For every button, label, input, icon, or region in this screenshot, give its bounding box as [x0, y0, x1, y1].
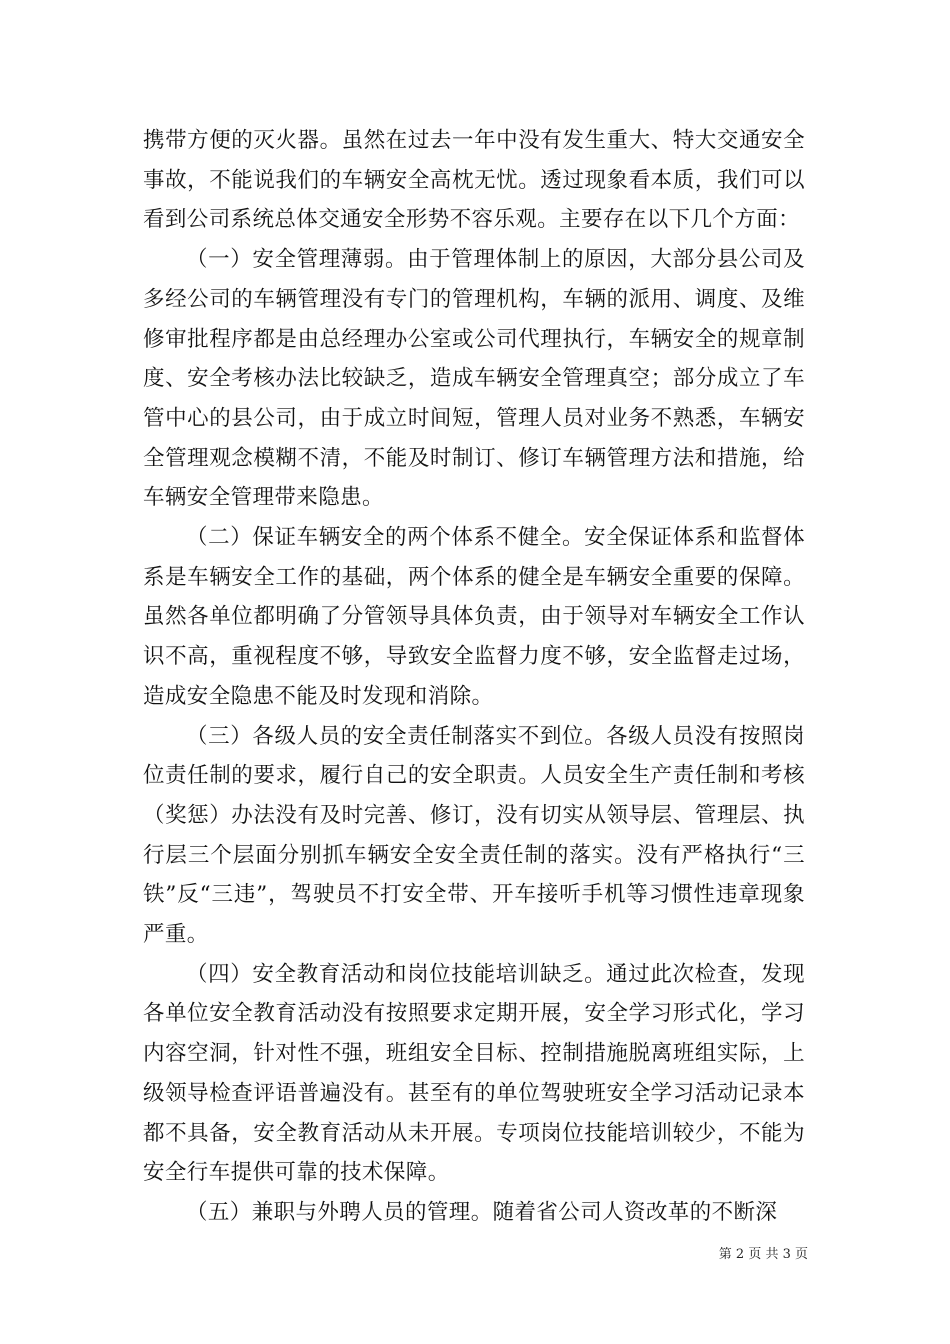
paragraph-section-3: （三）各级人员的安全责任制落实不到位。各级人员没有按照岗位责任制的要求，履行自己的安全职责。人员安全生产责任制和考核（奖惩）办法没有及时完善、修订，没有切实从领导层、管理层、执行层三个层面分别抓车辆安全安全责任制的落实。没有严格执行“三铁”反“三违”，驾驶员不打安全带、开车接听手机等习惯性违章现象严重。 [143, 723, 805, 948]
paragraph-intro: 携带方便的灭火器。虽然在过去一年中没有发生重大、特大交通安全事故，不能说我们的车辆安全高枕无忧。透过现象看本质，我们可以看到公司系统总体交通安全形势不容乐观。主要存在以下几个方面： [143, 128, 805, 233]
paragraph-section-1: （一）安全管理薄弱。由于管理体制上的原因，大部分县公司及多经公司的车辆管理没有专门的管理机构，车辆的派用、调度、及维修审批程序都是由总经理办公室或公司代理执行，车辆安全的规章制度、安全考核办法比较缺乏，造成车辆安全管理真空；部分成立了车管中心的县公司，由于成立时间短，管理人员对业务不熟悉，车辆安全管理观念模糊不清，不能及时制订、修订车辆管理方法和措施，给车辆安全管理带来隐患。 [143, 247, 805, 511]
document-body [143, 121, 805, 1233]
paragraph-section-5: （五）兼职与外聘人员的管理。随着省公司人资改革的不断深 [186, 1199, 778, 1225]
page-number-footer: 第 2 页 共 3 页 [718, 1247, 808, 1262]
paragraph-section-4: （四）安全教育活动和岗位技能培训缺乏。通过此次检查，发现各单位安全教育活动没有按照要求定期开展，安全学习形式化，学习内容空洞，针对性不强，班组安全目标、控制措施脱离班组实际，上级领导检查评语普遍没有。甚至有的单位驾驶班安全学习活动记录本都不具备，安全教育活动从未开展。专项岗位技能培训较少，不能为安全行车提供可靠的技术保障。 [143, 961, 805, 1186]
paragraph-section-2: （二）保证车辆安全的两个体系不健全。安全保证体系和监督体系是车辆安全工作的基础，两个体系的健全是车辆安全重要的保障。虽然各单位都明确了分管领导具体负责，由于领导对车辆安全工作认识不高，重视程度不够，导致安全监督力度不够，安全监督走过场，造成安全隐患不能及时发现和消除。 [143, 525, 805, 709]
